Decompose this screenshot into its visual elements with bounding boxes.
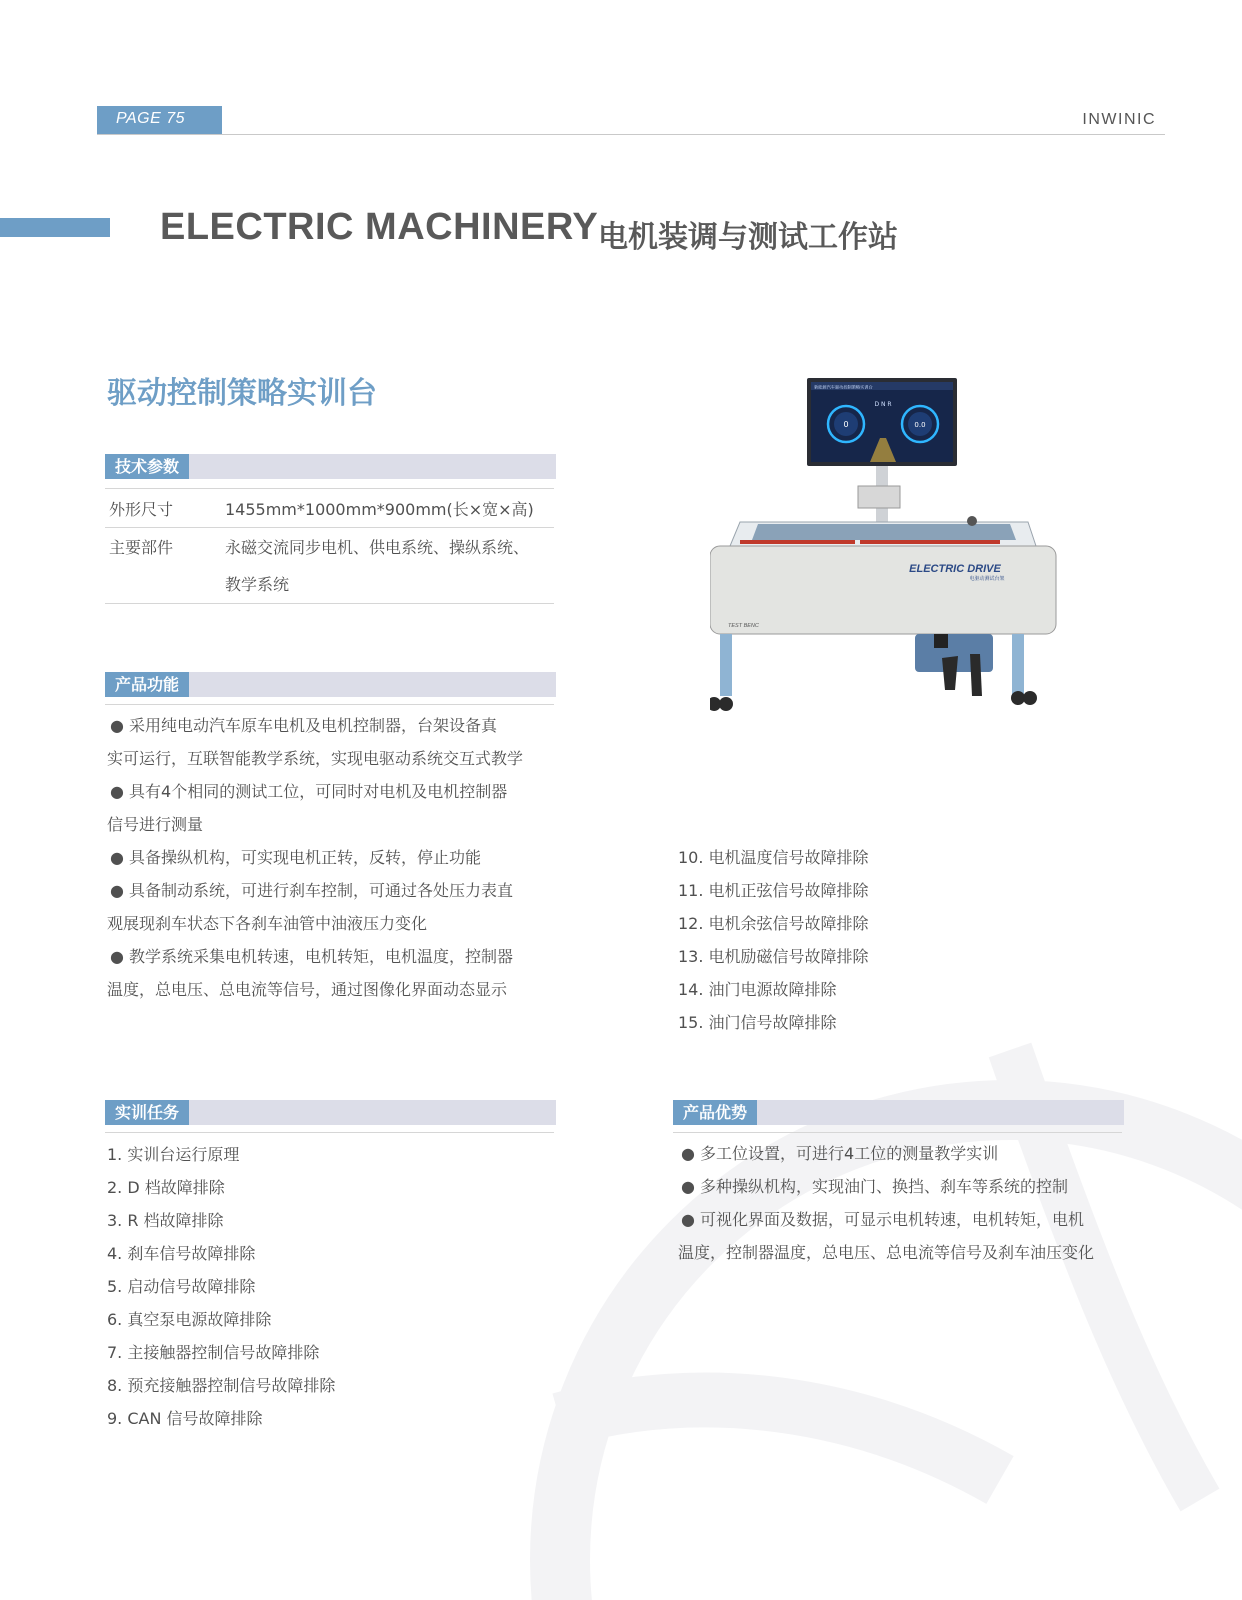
tasks-heading: 实训任务: [105, 1100, 189, 1125]
table-leg: [720, 634, 732, 696]
task-item: 7. 主接触器控制信号故障排除: [107, 1343, 320, 1362]
screen-gear-indicator: D N R: [874, 401, 892, 408]
caster-wheel: [1011, 691, 1025, 705]
task-item: 14. 油门电源故障排除: [678, 980, 837, 999]
advantages-header: [673, 1100, 1124, 1125]
task-item: 15. 油门信号故障排除: [678, 1013, 837, 1032]
task-item: 11. 电机正弦信号故障排除: [678, 881, 869, 900]
divider: [105, 1132, 554, 1133]
task-item: 13. 电机励磁信号故障排除: [678, 947, 869, 966]
divider: [105, 488, 554, 489]
tech-params-header: [105, 454, 556, 479]
section-title-en: ELECTRIC MACHINERY: [160, 206, 599, 248]
product-image: [710, 378, 1060, 733]
param-value: 教学系统: [225, 575, 290, 594]
screen-header: 新能源汽车驱动控制策略实训台: [814, 384, 873, 390]
divider: [673, 1132, 1122, 1133]
advantage-line: 温度，控制器温度，总电压、总电流等信号及刹车油压变化: [678, 1243, 1095, 1262]
advantage-line: ● 多工位设置，可进行4工位的测量教学实训: [681, 1144, 999, 1163]
function-line: ● 具备制动系统，可进行刹车控制，可通过各处压力表直: [110, 881, 514, 900]
function-line: ● 教学系统采集电机转速，电机转矩，电机温度，控制器: [110, 947, 514, 966]
tech-params-heading: 技术参数: [105, 454, 189, 479]
task-item: 1. 实训台运行原理: [107, 1145, 240, 1164]
task-item: 5. 启动信号故障排除: [107, 1277, 256, 1296]
function-line: 实可运行，互联智能教学系统，实现电驱动系统交互式教学: [107, 749, 524, 768]
task-item: 4. 刹车信号故障排除: [107, 1244, 256, 1263]
function-line: 温度，总电压、总电流等信号，通过图像化界面动态显示: [107, 980, 508, 999]
bench-body: [710, 546, 1056, 634]
task-item: 10. 电机温度信号故障排除: [678, 848, 869, 867]
advantage-line: ● 可视化界面及数据，可显示电机转速，电机转矩，电机: [681, 1210, 1085, 1229]
bench-brand-sub: 电驱动测试台架: [969, 576, 1005, 582]
tasks-header: [105, 1100, 556, 1125]
screen-right-value: 0.0: [914, 421, 926, 429]
function-line: ● 具备操纵机构，可实现电机正转，反转，停止功能: [110, 848, 482, 867]
task-item: 6. 真空泵电源故障排除: [107, 1310, 272, 1329]
param-key: 主要部件: [109, 538, 174, 557]
functions-header: [105, 672, 556, 697]
control-box: [858, 486, 900, 508]
advantages-heading: 产品优势: [673, 1100, 757, 1125]
bench-brand: ELECTRIC DRIVE: [909, 563, 1001, 575]
title-accent-bar: [0, 218, 110, 237]
param-key: 外形尺寸: [109, 500, 174, 519]
page-number: PAGE 75: [116, 110, 186, 127]
param-value: 永磁交流同步电机、供电系统、操纵系统、: [225, 538, 530, 557]
task-item: 3. R 档故障排除: [107, 1211, 224, 1230]
task-item: 2. D 档故障排除: [107, 1178, 225, 1197]
function-line: 信号进行测量: [107, 815, 204, 834]
divider: [105, 704, 554, 705]
task-item: 8. 预充接触器控制信号故障排除: [107, 1376, 336, 1395]
function-line: 观展现刹车状态下各刹车油管中油液压力变化: [107, 914, 428, 933]
section-title-cn: 电机装调与测试工作站: [598, 220, 898, 255]
param-value: 1455mm*1000mm*900mm(长×宽×高): [225, 500, 534, 519]
header-divider: [97, 134, 1165, 135]
divider: [105, 603, 554, 604]
task-item: 12. 电机余弦信号故障排除: [678, 914, 869, 933]
function-line: ● 具有4个相同的测试工位，可同时对电机及电机控制器: [110, 782, 508, 801]
bench-label: TEST BENC: [728, 623, 759, 629]
product-title: 驱动控制策略实训台: [107, 376, 377, 411]
brand-name: INWINIC: [1082, 111, 1156, 128]
function-line: ● 采用纯电动汽车原车电机及电机控制器，台架设备真: [110, 716, 498, 735]
task-item: 9. CAN 信号故障排除: [107, 1409, 263, 1428]
advantage-line: ● 多种操纵机构，实现油门、换挡、刹车等系统的控制: [681, 1177, 1069, 1196]
screen-left-value: 0: [843, 420, 849, 429]
divider: [105, 527, 554, 528]
table-leg: [1012, 634, 1024, 696]
functions-heading: 产品功能: [105, 672, 189, 697]
